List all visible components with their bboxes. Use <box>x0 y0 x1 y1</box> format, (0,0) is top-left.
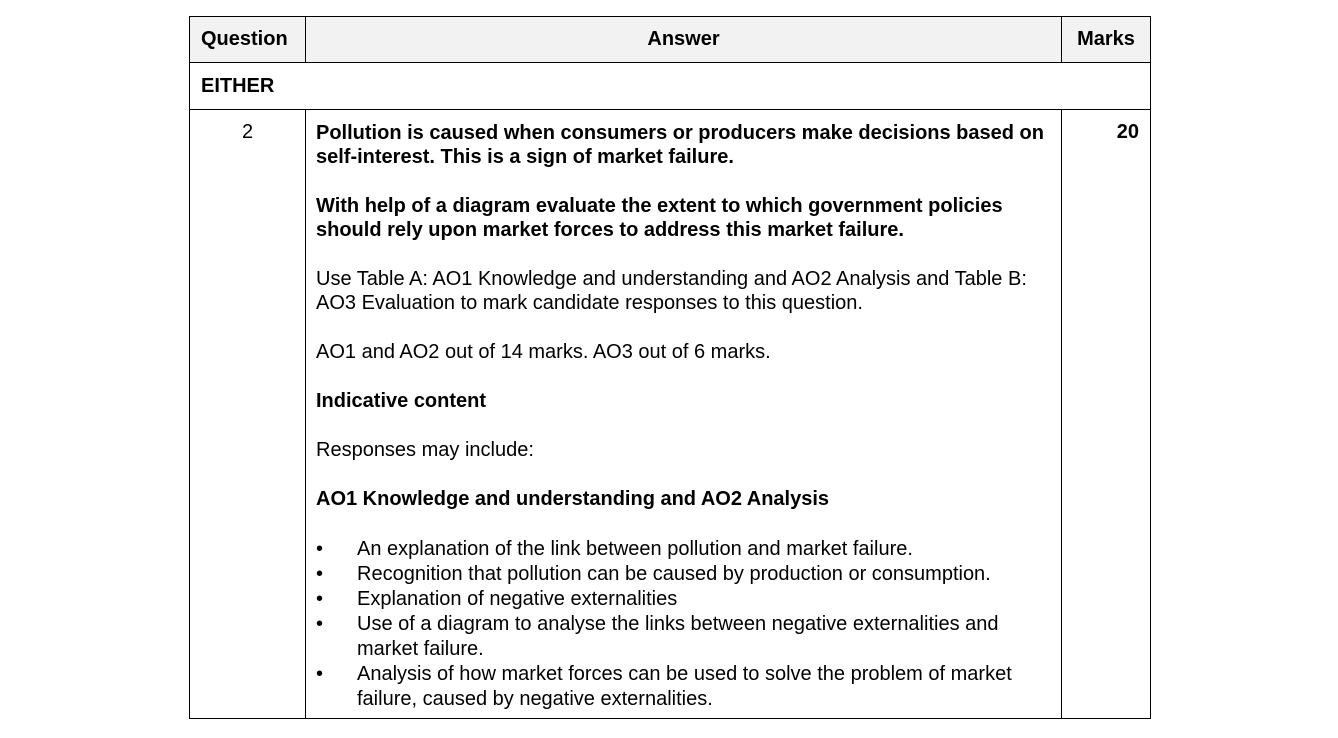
list-item-text: An explanation of the link between pollution and market failure. <box>357 538 913 560</box>
question-row <box>190 110 1151 719</box>
bullet-icon: • <box>316 613 324 635</box>
bullet-list <box>316 537 1051 712</box>
marking-instruction: Use Table A: AO1 Knowledge and understanding and AO2 Analysis and Table B: AO3 Evaluation to mark candidate responses to this question. <box>316 268 1027 314</box>
list-item-text: Explanation of negative externalities <box>357 588 678 610</box>
list-item <box>316 587 1051 612</box>
question-prompt-1: Pollution is caused when consumers or producers make decisions based on self-interest. This is a sign of market failure. <box>316 122 1044 168</box>
responses-intro: Responses may include: <box>316 439 534 461</box>
list-item <box>316 537 1051 562</box>
header-marks: Marks <box>1062 17 1151 63</box>
header-answer: Answer <box>306 17 1062 63</box>
list-item-text: Analysis of how market forces can be used to solve the problem of market failure, caused by negative externalities. <box>357 663 1012 710</box>
list-item-text: Use of a diagram to analyse the links between negative externalities and market failure. <box>357 613 999 660</box>
list-item-text: Recognition that pollution can be caused by production or consumption. <box>357 563 991 585</box>
mark-scheme-table <box>189 16 1151 719</box>
question-marks: 20 <box>1062 110 1151 719</box>
question-prompt-2: With help of a diagram evaluate the extent to which government policies should rely upon market forces to address this market failure. <box>316 195 1003 241</box>
header-question: Question <box>190 17 306 63</box>
list-item <box>316 662 1051 712</box>
question-number: 2 <box>190 110 306 719</box>
ao-heading: AO1 Knowledge and understanding and AO2 Analysis <box>316 488 830 510</box>
answer-cell <box>306 110 1062 719</box>
marks-split: AO1 and AO2 out of 14 marks. AO3 out of 6 marks. <box>316 341 771 363</box>
bullet-icon: • <box>316 663 324 685</box>
list-item <box>316 612 1051 662</box>
section-label: EITHER <box>190 63 1151 110</box>
indicative-heading: Indicative content <box>316 390 487 412</box>
section-row <box>190 63 1151 110</box>
bullet-icon: • <box>316 563 324 585</box>
bullet-icon: • <box>316 588 324 610</box>
list-item <box>316 562 1051 587</box>
header-row <box>190 17 1151 63</box>
bullet-icon: • <box>316 538 324 560</box>
